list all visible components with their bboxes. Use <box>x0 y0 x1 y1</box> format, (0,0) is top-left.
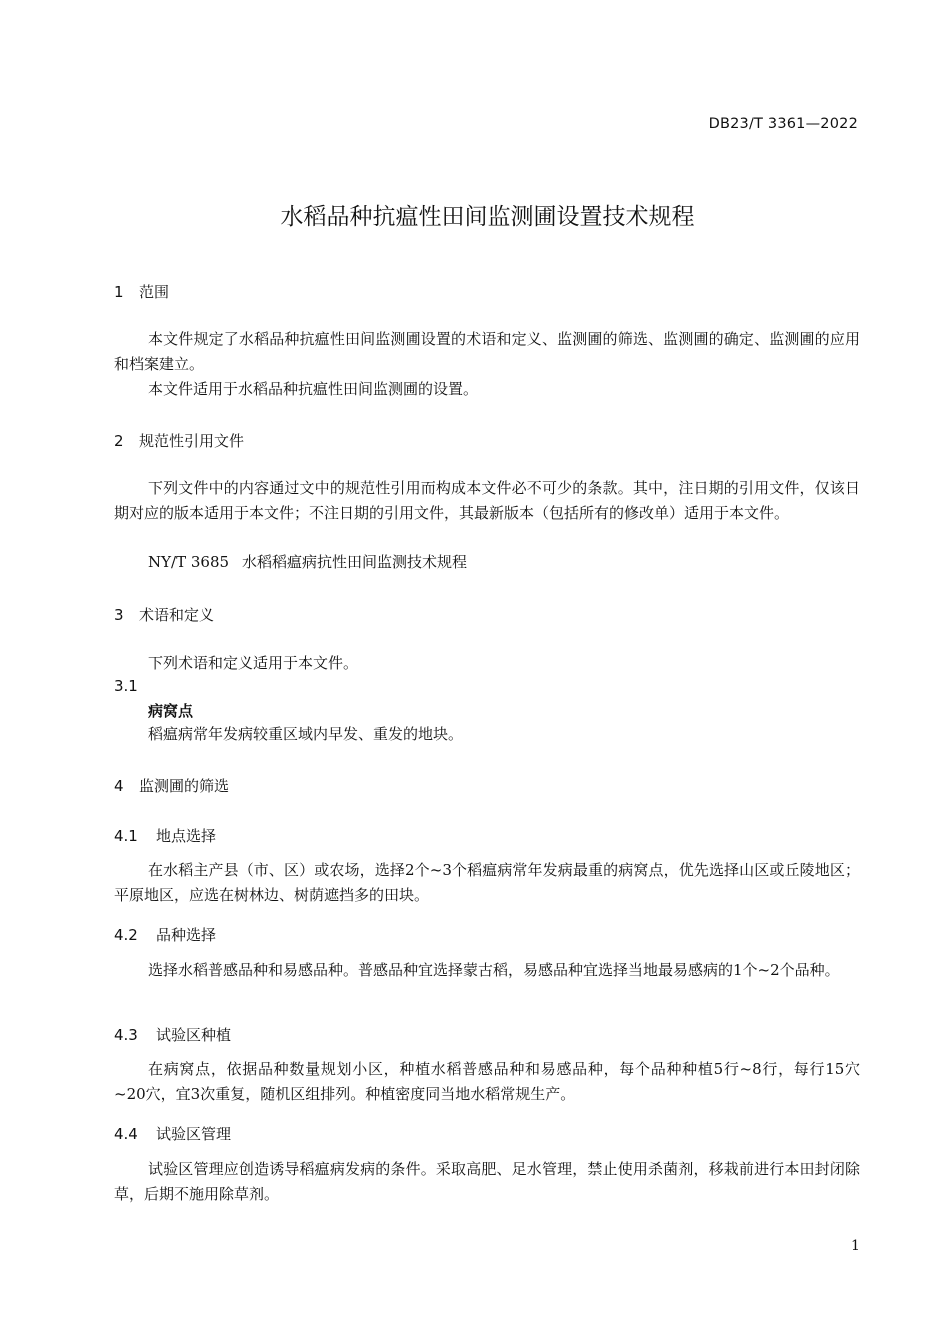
section-3-heading <box>114 604 214 625</box>
subsection-number: 4.3 <box>114 1026 138 1044</box>
subsection-4-2-heading <box>114 924 216 945</box>
subsection-number: 4.1 <box>114 827 138 845</box>
subsection-title: 试验区种植 <box>156 1026 232 1044</box>
section-title: 规范性引用文件 <box>139 432 245 450</box>
subsection-title: 地点选择 <box>156 827 217 845</box>
term-number: 3.1 <box>114 677 138 695</box>
subsection-number: 4.4 <box>114 1125 138 1143</box>
term-definition: 稻瘟病常年发病较重区域内早发、重发的地块。 <box>148 725 464 743</box>
subsection-4-1-text: 在水稻主产县（市、区）或农场，选择2个~3个稻瘟病常年发病最重的病窝点，优先选择山区或丘陵地区；平原地区，应选在树林边、树荫遮挡多的田块。 <box>114 861 860 904</box>
subsection-4-3-text: 在病窝点，依据品种数量规划小区，种植水稻普感品种和易感品种，每个品种种植5行~8行，每行15穴~20穴，宜3次重复，随机区组排列。种植密度同当地水稻常规生产。 <box>114 1060 860 1103</box>
subsection-4-4-text: 试验区管理应创造诱导稻瘟病发病的条件。采取高肥、足水管理，禁止使用杀菌剂，移栽前进行本田封闭除草，后期不施用除草剂。 <box>114 1160 860 1203</box>
section-number: 2 <box>114 432 124 450</box>
section-number: 4 <box>114 777 124 795</box>
subsection-number: 4.2 <box>114 926 138 944</box>
section-2-paragraph-1: 下列文件中的内容通过文中的规范性引用而构成本文件必不可少的条款。其中，注日期的引用文件，仅该日期对应的版本适用于本文件；不注日期的引用文件，其最新版本（包括所有的修改单）适用于本文件。 <box>114 479 860 522</box>
section-number: 3 <box>114 606 124 624</box>
section-1-paragraph-1: 本文件规定了水稻品种抗瘟性田间监测圃设置的术语和定义、监测圃的筛选、监测圃的确定、监测圃的应用和档案建立。 <box>114 330 860 373</box>
subsection-4-1-heading <box>114 825 216 846</box>
section-3-paragraph-1: 下列术语和定义适用于本文件。 <box>148 654 359 672</box>
page-number: 1 <box>851 1238 860 1254</box>
subsection-4-3-heading <box>114 1024 231 1045</box>
normative-reference <box>148 551 467 572</box>
section-1-paragraph-2: 本文件适用于水稻品种抗瘟性田间监测圃的设置。 <box>148 380 479 398</box>
section-title: 监测圃的筛选 <box>139 777 230 795</box>
subsection-4-2-text: 选择水稻普感品种和易感品种。普感品种宜选择蒙古稻，易感品种宜选择当地最易感病的1个~2个品种。 <box>148 961 840 979</box>
reference-title: 水稻稻瘟病抗性田间监测技术规程 <box>242 553 468 571</box>
document-code: DB23/T 3361—2022 <box>708 116 858 132</box>
term-name: 病窝点 <box>148 702 194 720</box>
subsection-title: 品种选择 <box>156 926 217 944</box>
subsection-title: 试验区管理 <box>156 1125 232 1143</box>
section-4-heading <box>114 775 229 796</box>
document-title: 水稻品种抗瘟性田间监测圃设置技术规程 <box>280 204 695 230</box>
section-number: 1 <box>114 283 124 301</box>
section-title: 范围 <box>139 283 170 301</box>
section-title: 术语和定义 <box>139 606 215 624</box>
section-1-heading <box>114 281 169 302</box>
subsection-4-4-heading <box>114 1123 231 1144</box>
section-2-heading <box>114 430 244 451</box>
reference-code: NY/T 3685 <box>148 553 230 571</box>
